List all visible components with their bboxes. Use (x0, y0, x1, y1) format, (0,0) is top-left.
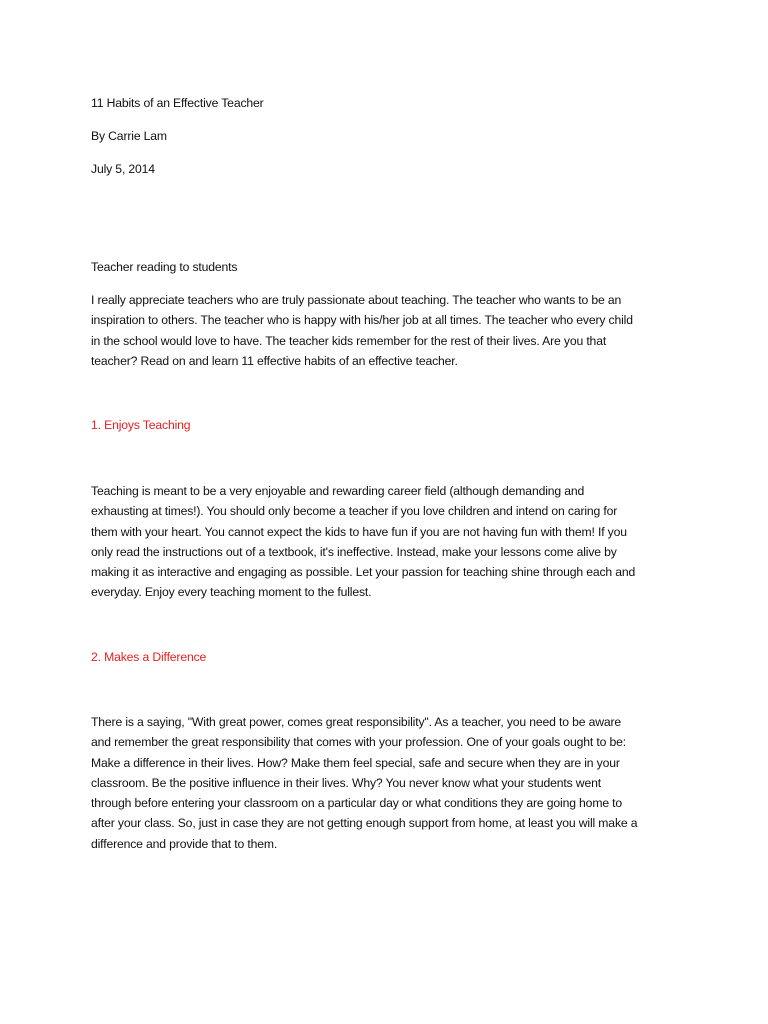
paragraph-line: Teaching is meant to be a very enjoyable and rewarding career field (although demanding and (91, 484, 585, 498)
paragraph-line: them with your heart. You cannot expect the kids to have fun if you are not having fun with them! If you (91, 524, 627, 539)
paragraph-line: inspiration to others. The teacher who is happy with his/her job at all times. The teacher who every child (91, 313, 633, 328)
article-byline: By Carrie Lam (91, 129, 167, 143)
section-paragraph (91, 712, 637, 854)
paragraph-line: making it as interactive and engaging as possible. Let your passion for teaching shine through each and (91, 565, 636, 580)
paragraph-line: classroom. Be the positive influence in their lives. Why? You never know what your students went (91, 775, 601, 790)
paragraph-line: through before entering your classroom on a particular day or what conditions they are going home to (91, 796, 623, 811)
paragraph-line: difference and provide that to them. (91, 836, 278, 851)
section-heading: 1. Enjoys Teaching (91, 418, 191, 432)
paragraph-line: after your class. So, just in case they are not getting enough support from home, at least you will make a (91, 816, 638, 831)
paragraph-line: in the school would love to have. The teacher kids remember for the rest of their lives. Are you that (91, 333, 607, 348)
paragraph-line: I really appreciate teachers who are truly passionate about teaching. The teacher who wants to be an (91, 293, 622, 307)
intro-paragraph (91, 290, 633, 371)
paragraph-line: only read the instructions out of a textbook, it's ineffective. Instead, make your lessons come alive by (91, 544, 617, 559)
paragraph-line: everyday. Enjoy every teaching moment to the fullest. (91, 585, 372, 600)
paragraph-line: teacher? Read on and learn 11 effective habits of an effective teacher. (91, 353, 458, 368)
paragraph-line: exhausting at times!). You should only become a teacher if you love children and intend on caring for (91, 504, 618, 519)
paragraph-line: Make a difference in their lives. How? Make them feel special, safe and secure when they are in your (91, 755, 620, 770)
paragraph-line: and remember the great responsibility that comes with your profession. One of your goals ought to be: (91, 735, 626, 750)
paragraph-line: There is a saying, "With great power, comes great responsibility". As a teacher, you need to be aware (91, 715, 622, 729)
article-title: 11 Habits of an Effective Teacher (91, 96, 264, 110)
image-caption: Teacher reading to students (91, 260, 238, 274)
section-heading: 2. Makes a Difference (91, 650, 207, 664)
section-paragraph (91, 481, 635, 603)
article-date: July 5, 2014 (91, 162, 155, 176)
